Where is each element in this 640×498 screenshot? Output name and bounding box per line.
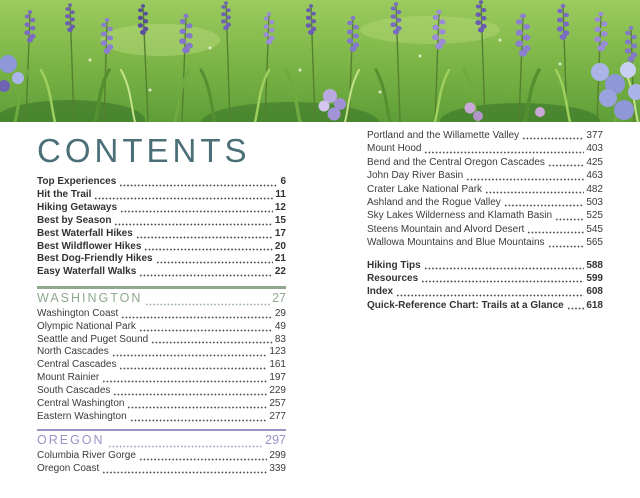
dotted-leader [504,204,585,207]
toc-entry-page: 377 [586,130,603,141]
dotted-leader [119,367,267,370]
toc-entry[interactable] [37,202,286,215]
dotted-leader [144,248,272,251]
toc-entry-title: Hiking Tips [367,259,421,271]
dotted-leader [548,245,585,248]
toc-entry-title: John Day River Basin [367,170,464,182]
toc-entry-page: 299 [269,450,286,462]
toc-entry-title: Central Washington [37,398,125,410]
dotted-leader [112,354,268,357]
toc-entry[interactable] [37,346,286,359]
section-heading-washington[interactable] [37,289,286,308]
dotted-leader [466,178,584,181]
toc-entry-title: Sky Lakes Wilderness and Klamath Basin [367,210,553,222]
toc-entry[interactable] [37,411,286,424]
dotted-leader [127,406,267,409]
dotted-leader [145,303,270,306]
toc-entry-page: 545 [586,223,603,235]
toc-entry-page: 339 [269,463,286,475]
toc-entry[interactable] [367,129,603,142]
toc-entry-title: Eastern Washington [37,411,127,422]
toc-entry-page: 608 [586,286,603,298]
dotted-leader [121,316,273,319]
toc-entry[interactable] [37,189,286,202]
toc-entry[interactable] [37,228,286,241]
toc-entry[interactable] [367,142,603,155]
toc-entry-title: Ashland and the Rogue Valley [367,197,501,209]
toc-entry[interactable] [37,359,286,372]
dotted-leader [567,307,585,310]
toc-entry-title: Washington Coast [37,307,119,319]
section-page: 297 [265,433,286,448]
oregon-chapter-list [37,450,286,476]
toc-entry[interactable] [367,272,603,285]
dotted-leader [136,236,273,239]
toc-entry[interactable] [37,372,286,385]
toc-entry-page: 17 [274,227,286,239]
toc-entry-page: 11 [275,188,286,200]
dotted-leader [102,471,267,474]
toc-entry-page: 49 [274,320,286,332]
toc-entry-title: South Cascades [37,385,111,397]
toc-entry[interactable] [367,259,603,272]
toc-entry-page: 525 [586,210,603,222]
toc-right-column [367,122,603,498]
toc-entry-title: Crater Lake National Park [367,183,483,195]
toc-left-column [37,122,286,498]
toc-entry-page: 257 [269,398,286,410]
toc-entry[interactable] [37,266,286,279]
front-matter-list [37,176,286,279]
toc-entry-page: 463 [586,170,603,182]
toc-entry-title: Resources [367,273,419,285]
toc-entry-page: 22 [274,266,286,278]
toc-entry-title: Hit the Trail [37,188,92,200]
toc-entry-page: 503 [586,197,603,209]
toc-entry[interactable] [37,176,286,189]
dotted-leader [102,380,267,383]
dotted-leader [548,164,584,167]
toc-entry-page: 29 [274,307,286,319]
dotted-leader [139,274,273,277]
toc-entry-page: 20 [274,240,286,252]
toc-entry-title: Olympic National Park [37,320,136,332]
toc-entry-page: 277 [269,411,286,422]
toc-entry-title: Quick-Reference Chart: Trails at a Glance [367,299,564,311]
dotted-leader [151,341,273,344]
section-page: 27 [272,290,286,305]
toc-entry[interactable] [367,209,603,222]
toc-entry[interactable] [367,285,603,298]
toc-entry-title: North Cascades [37,346,109,358]
header-photo-wildflowers [0,0,640,122]
dotted-leader [424,151,584,154]
page-title: CONTENTS [37,132,251,169]
toc-content [0,122,640,498]
dotted-leader [485,191,584,194]
toc-entry-page: 12 [274,201,286,213]
toc-entry-page: 83 [274,333,286,345]
toc-entry-title: Best by Season [37,214,112,226]
toc-entry-page: 565 [586,237,603,249]
toc-entry[interactable] [367,196,603,209]
toc-entry[interactable] [367,156,603,169]
toc-entry[interactable] [367,299,603,312]
dotted-leader [555,218,584,221]
toc-entry[interactable] [37,253,286,266]
toc-entry[interactable] [37,334,286,347]
toc-entry-page: 6 [280,176,286,187]
toc-entry-title: Central Cascades [37,359,117,371]
dotted-leader [424,267,585,270]
toc-entry-title: Easy Waterfall Walks [37,266,137,278]
dotted-leader [108,445,264,448]
dotted-leader [522,137,584,140]
toc-entry-title: Oregon Coast [37,463,100,475]
toc-entry[interactable] [367,169,603,182]
toc-entry[interactable] [37,308,286,321]
toc-entry-page: 229 [269,385,286,397]
column-gap [367,250,603,259]
dotted-leader [396,294,584,297]
dotted-leader [94,197,273,200]
toc-entry-page: 15 [274,214,286,226]
toc-entry-page: 588 [586,259,603,271]
dotted-leader [156,261,273,264]
toc-entry-page: 482 [586,183,603,195]
dotted-leader [113,393,267,396]
dotted-leader [139,458,267,461]
section-label: WASHINGTON [37,290,143,305]
dotted-leader [139,329,273,332]
toc-entry[interactable] [37,463,286,476]
toc-entry[interactable] [37,450,286,463]
dotted-leader [120,210,273,213]
toc-entry-title: Best Wildflower Hikes [37,240,142,252]
toc-entry-title: Best Dog-Friendly Hikes [37,253,153,265]
toc-entry[interactable] [367,183,603,196]
toc-entry[interactable] [367,223,603,236]
washington-chapter-list [37,308,286,424]
toc-entry-page: 425 [586,156,603,168]
toc-entry-title: Mount Rainier [37,372,100,384]
toc-entry-title: Best Waterfall Hikes [37,227,133,239]
toc-entry[interactable] [37,398,286,411]
back-matter-list [367,259,603,313]
toc-entry[interactable] [37,215,286,228]
dotted-leader [119,184,278,187]
toc-entry-page: 123 [269,346,286,358]
dotted-leader [527,231,584,234]
oregon-continued-list [367,129,603,250]
dotted-leader [130,419,268,422]
toc-entry-title: Columbia River Gorge [37,450,136,462]
toc-entry[interactable] [37,385,286,398]
toc-entry-title: Steens Mountain and Alvord Desert [367,223,525,235]
toc-entry[interactable] [367,236,603,249]
toc-entry-page: 618 [586,299,603,311]
toc-entry-title: Seattle and Puget Sound [37,333,149,345]
section-heading-oregon[interactable] [37,431,286,450]
toc-entry-page: 197 [269,372,286,384]
toc-entry-page: 161 [269,359,286,371]
toc-entry-title: Wallowa Mountains and Blue Mountains [367,237,545,249]
toc-entry-title: Index [367,286,394,298]
lupine-meadow-illustration [0,0,640,122]
toc-entry-title: Top Experiences [37,176,117,187]
toc-entry-page: 21 [274,253,286,265]
toc-entry-title: Bend and the Central Oregon Cascades [367,156,545,168]
toc-entry-title: Hiking Getaways [37,201,118,213]
toc-entry-title: Portland and the Willamette Valley [367,130,520,141]
toc-entry-page: 403 [586,143,603,155]
dotted-leader [421,280,584,283]
section-label: OREGON [37,433,105,448]
toc-entry-page: 599 [586,273,603,285]
toc-entry-title: Mount Hood [367,143,422,155]
dotted-leader [114,223,272,226]
toc-entry[interactable] [37,241,286,254]
toc-entry[interactable] [37,321,286,334]
